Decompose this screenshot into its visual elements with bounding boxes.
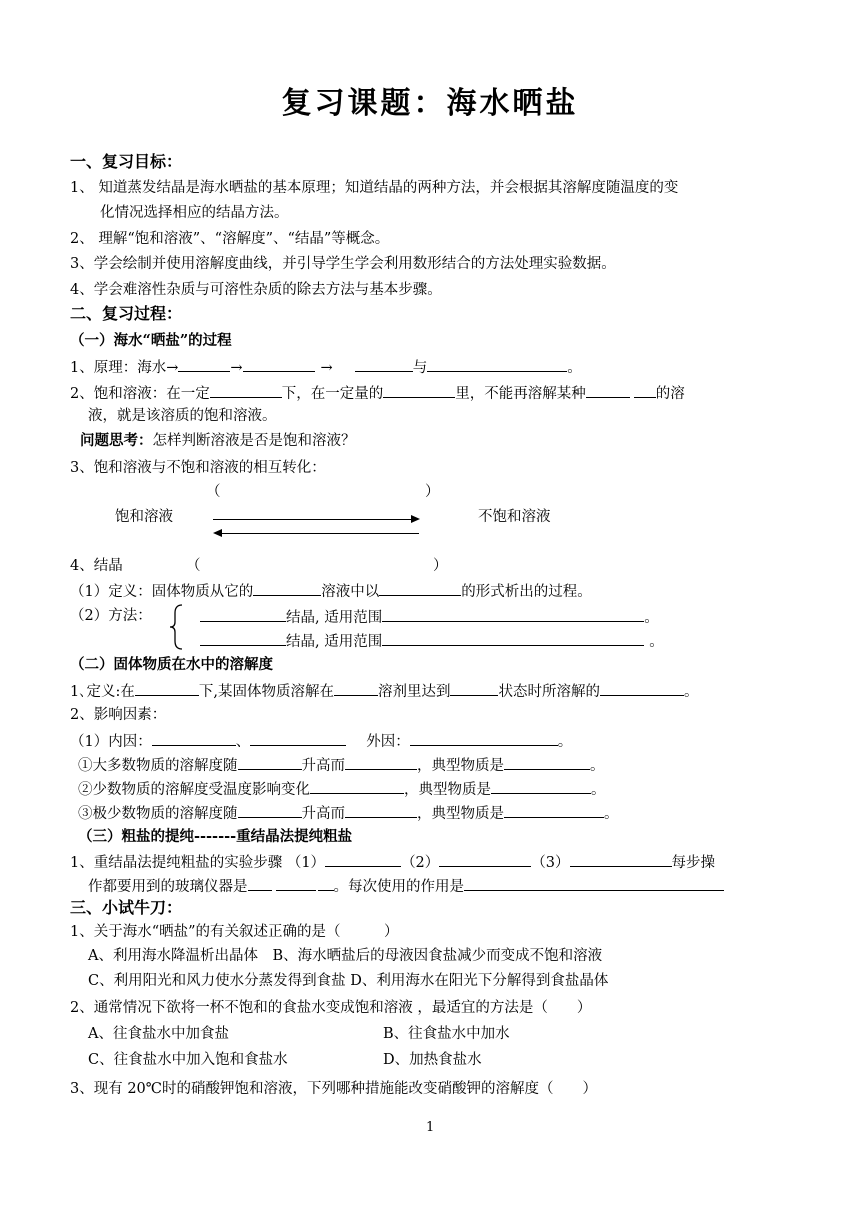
backward-arrow-head-icon — [213, 529, 222, 537]
solubility-def: 1､定义:在 下,某固体物质溶解在 溶剂里达到 状态时所溶解的 。 — [70, 680, 698, 702]
question-1: 1、关于海水“晒盐”的有关叙述正确的是（ ） — [70, 924, 399, 940]
case-2: ②少数物质的溶解度受温度影响变化 ，典型物质是 。 — [78, 778, 606, 800]
conversion-line: 3、饱和溶液与不饱和溶液的相互转化： — [70, 460, 326, 476]
crystallization-paren-open: （ — [186, 558, 201, 574]
method-label: （2）方法： — [70, 608, 152, 624]
page-title: 复习课题：海水晒盐 — [281, 86, 579, 121]
question-2-option-d: D、加热食盐水 — [383, 1052, 482, 1068]
backward-arrow-line — [222, 533, 419, 534]
factors-line: （1）内因： 、 外因： 。 — [70, 730, 572, 752]
section-2-heading: 二、复习过程： — [70, 304, 183, 323]
saturated-def-cont: 液，就是该溶质的饱和溶液。 — [88, 408, 277, 424]
forward-arrow-line — [213, 519, 413, 520]
question-2-option-a: A、往食盐水中加食盐 — [88, 1026, 229, 1042]
section-1-heading: 一、复习目标： — [70, 152, 183, 171]
recrystallization-cont: 作都要用到的玻璃仪器是 。每次使用的作用是 — [88, 875, 724, 897]
page-number: 1 — [426, 1120, 435, 1135]
factors-heading: 2、影响因素： — [70, 707, 167, 723]
case-1: ①大多数物质的溶解度随 升高而 ，典型物质是 。 — [78, 754, 605, 776]
subsection-3-heading: （三）粗盐的提纯-------重结晶法提纯粗盐 — [78, 828, 353, 845]
crystallization-paren-close: ） — [433, 558, 448, 574]
section-3-heading: 三、小试牛刀： — [70, 898, 183, 917]
paren-close: ） — [425, 484, 440, 500]
paren-open: （ — [206, 484, 221, 500]
recrystallization-steps: 1、重结晶法提纯粗盐的实验步骤 （1） （2） （3） 每步操 — [70, 851, 715, 873]
crystallization-label: 4、结晶 — [70, 558, 123, 574]
crystallization-def: （1）定义：固体物质从它的 溶液中以 的形式析出的过程。 — [70, 580, 592, 602]
principle-line: 1、原理：海水→ → → 与 。 — [70, 356, 582, 378]
subsection-1-heading: （一）海水“晒盐”的过程 — [70, 332, 232, 349]
case-3: ③极少数物质的溶解度随 升高而 ，典型物质是 。 — [78, 802, 619, 824]
subsection-2-heading: （二）固体物质在水中的溶解度 — [70, 656, 273, 673]
objective-1: 1、 知道蒸发结晶是海水晒盐的基本原理；知道结晶的两种方法，并会根据其溶解度随温度的变 — [70, 180, 679, 196]
brace-icon — [168, 603, 184, 651]
think-line: 问题思考：怎样判断溶液是否是饱和溶液？ — [80, 432, 356, 449]
objective-3: 3、学会绘制并使用溶解度曲线，并引导学生学会利用数形结合的方法处理实验数据。 — [70, 256, 616, 272]
unsaturated-label: 不饱和溶液 — [478, 509, 551, 525]
question-2: 2、通常情况下欲将一杯不饱和的食盐水变成饱和溶液 ，最适宜的方法是（ ） — [70, 1000, 592, 1016]
question-1-options-ab: A、利用海水降温析出晶体 B、海水晒盐后的母液因食盐减少而变成不饱和溶液 — [88, 948, 603, 964]
method-row-2: 结晶, 适用范围 。 — [200, 630, 664, 652]
question-2-option-b: B、往食盐水中加水 — [383, 1026, 510, 1042]
method-row-1: 结晶, 适用范围 。 — [200, 606, 659, 628]
question-3: 3、现有 20℃时的硝酸钾饱和溶液，下列哪种措施能改变硝酸钾的溶解度（ ） — [70, 1081, 598, 1097]
saturated-label: 饱和溶液 — [115, 509, 173, 525]
forward-arrow-head-icon — [411, 515, 420, 523]
objective-1-cont: 化情况选择相应的结晶方法。 — [100, 205, 289, 221]
question-2-option-c: C、往食盐水中加入饱和食盐水 — [88, 1052, 288, 1068]
saturated-def-line: 2、饱和溶液：在一定 下，在一定量的 里，不能再溶解某种 的溶 — [70, 382, 685, 404]
objective-4: 4、学会难溶性杂质与可溶性杂质的除去方法与基本步骤。 — [70, 282, 442, 298]
question-1-options-cd: C、利用阳光和风力使水分蒸发得到食盐 D、利用海水在阳光下分解得到食盐晶体 — [88, 973, 609, 989]
objective-2: 2、 理解“饱和溶液”、“溶解度”、“结晶”等概念。 — [70, 231, 390, 247]
